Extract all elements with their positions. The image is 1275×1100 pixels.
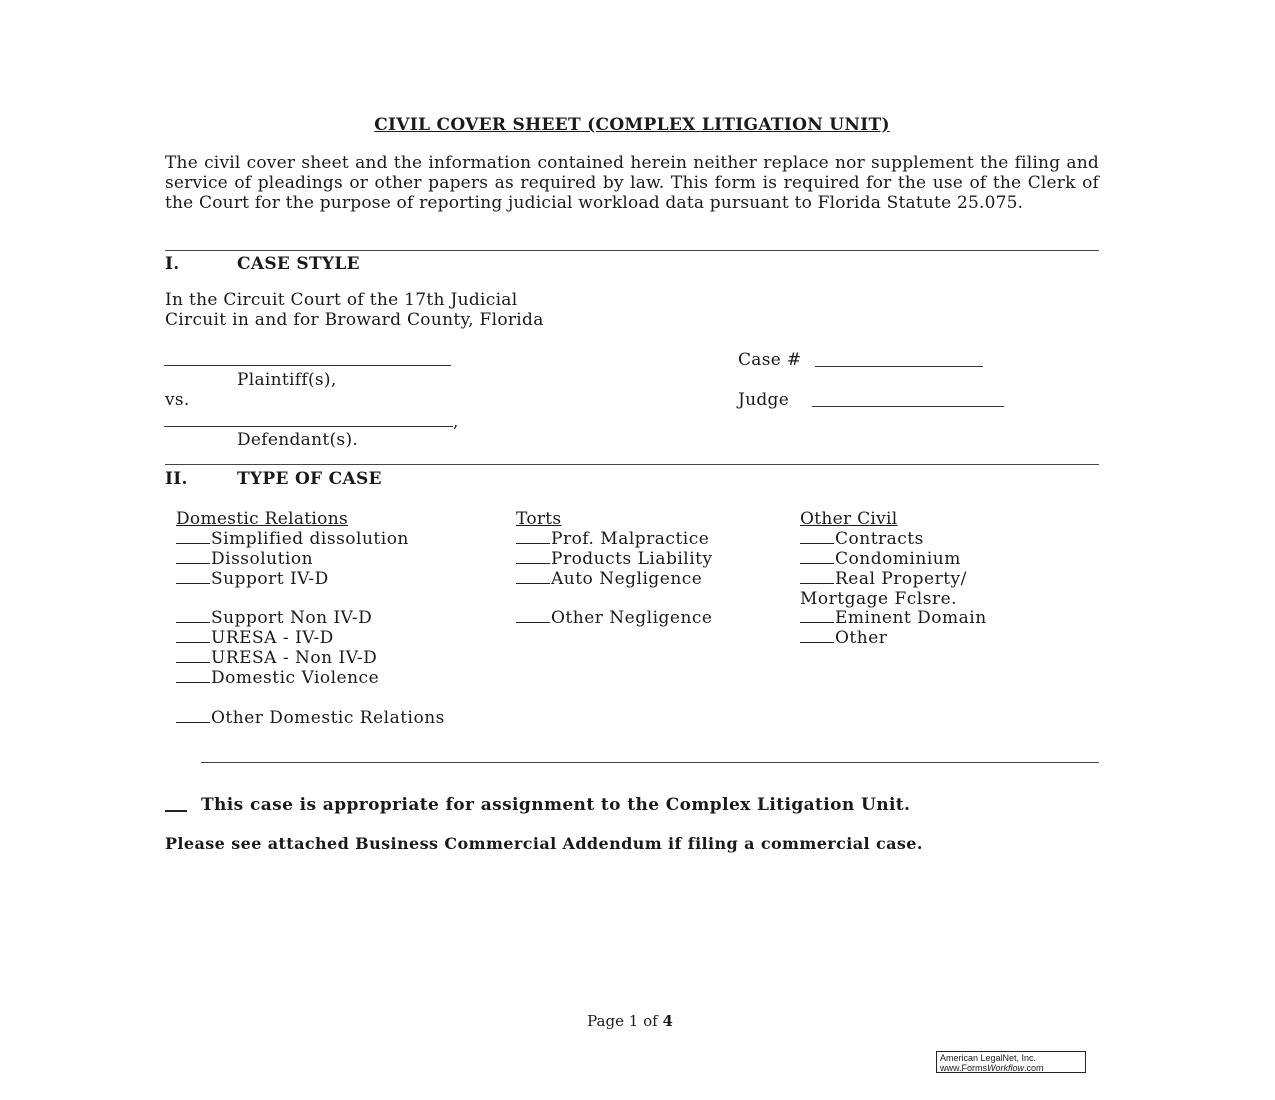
checkbox-blank[interactable]	[176, 549, 210, 564]
list-item[interactable]: Simplified dissolution	[176, 529, 409, 549]
stamp-line-1: American LegalNet, Inc.	[940, 1053, 1037, 1063]
checkbox-blank[interactable]	[516, 529, 550, 544]
intro-paragraph: The civil cover sheet and the information contained herein neither replace nor supplement the filing and service of pleadings or other papers as required by law. This form is required for the use of the Clerk of the Court for the purpose of reporting judicial workload data pursuant to Florida Statute 25.075.	[165, 153, 1099, 213]
checkbox-blank[interactable]	[176, 628, 210, 643]
judge-field[interactable]	[812, 393, 1004, 407]
publisher-stamp	[936, 1051, 1086, 1073]
section1-heading: CASE STYLE	[237, 254, 360, 274]
divider	[201, 762, 1099, 763]
checkbox-blank[interactable]	[516, 549, 550, 564]
checkbox-blank[interactable]	[176, 708, 210, 723]
complex-checkbox-blank[interactable]	[165, 810, 187, 812]
judge-label: Judge	[738, 390, 790, 410]
checkbox-blank[interactable]	[176, 668, 210, 683]
checkbox-blank[interactable]	[800, 529, 834, 544]
checkbox-blank[interactable]	[516, 608, 550, 623]
defendant-label: Defendant(s).	[237, 430, 359, 450]
list-item[interactable]: Other Negligence	[516, 608, 712, 628]
plaintiff-label: Plaintiff(s),	[237, 370, 337, 390]
page-number: Page 1 of 4	[587, 1012, 673, 1030]
list-item[interactable]: Other	[800, 628, 887, 648]
divider	[165, 464, 1099, 465]
list-item[interactable]: Domestic Violence	[176, 668, 379, 688]
list-item[interactable]: Dissolution	[176, 549, 313, 569]
checkbox-blank[interactable]	[516, 569, 550, 584]
list-item[interactable]: Support IV-D	[176, 569, 329, 589]
checkbox-blank[interactable]	[176, 529, 210, 544]
list-item[interactable]: Products Liability	[516, 549, 713, 569]
section1-number: I.	[165, 254, 180, 274]
vs-label: vs.	[165, 390, 190, 410]
list-item[interactable]: URESA - Non IV-D	[176, 648, 377, 668]
checkbox-blank[interactable]	[800, 608, 834, 623]
list-item[interactable]: Prof. Malpractice	[516, 529, 709, 549]
domestic-relations-heading: Domestic Relations	[176, 509, 348, 529]
case-number-label: Case #	[738, 350, 802, 370]
list-item[interactable]: Other Domestic Relations	[176, 708, 445, 728]
list-item[interactable]: Contracts	[800, 529, 924, 549]
court-line-1: In the Circuit Court of the 17th Judicial	[165, 290, 518, 310]
case-number-field[interactable]	[815, 353, 983, 367]
addendum-note: Please see attached Business Commercial Addendum if filing a commercial case.	[165, 834, 923, 853]
list-item[interactable]: Eminent Domain	[800, 608, 987, 628]
section2-number: II.	[165, 469, 188, 489]
court-line-2: Circuit in and for Broward County, Florida	[165, 310, 544, 330]
list-item[interactable]: URESA - IV-D	[176, 628, 334, 648]
torts-heading: Torts	[516, 509, 562, 529]
checkbox-blank[interactable]	[176, 608, 210, 623]
list-item-continuation: Mortgage Fclsre.	[800, 589, 958, 609]
defendant-comma: ,	[453, 412, 459, 432]
other-civil-heading: Other Civil	[800, 509, 898, 529]
checkbox-blank[interactable]	[800, 569, 834, 584]
divider	[165, 250, 1099, 251]
checkbox-blank[interactable]	[176, 648, 210, 663]
checkbox-blank[interactable]	[800, 628, 834, 643]
form-title: CIVIL COVER SHEET (COMPLEX LITIGATION UNIT)	[374, 115, 890, 135]
stamp-line-2: www.FormsWorkflow.com	[940, 1063, 1044, 1073]
checkbox-blank[interactable]	[800, 549, 834, 564]
checkbox-blank[interactable]	[176, 569, 210, 584]
section2-heading: TYPE OF CASE	[237, 469, 382, 489]
plaintiff-field[interactable]	[164, 352, 451, 366]
complex-statement: This case is appropriate for assignment to the Complex Litigation Unit.	[201, 795, 911, 815]
defendant-field[interactable]	[164, 413, 453, 427]
list-item[interactable]: Condominium	[800, 549, 961, 569]
list-item[interactable]: Support Non IV-D	[176, 608, 372, 628]
list-item[interactable]: Real Property/	[800, 569, 967, 589]
list-item[interactable]: Auto Negligence	[516, 569, 702, 589]
